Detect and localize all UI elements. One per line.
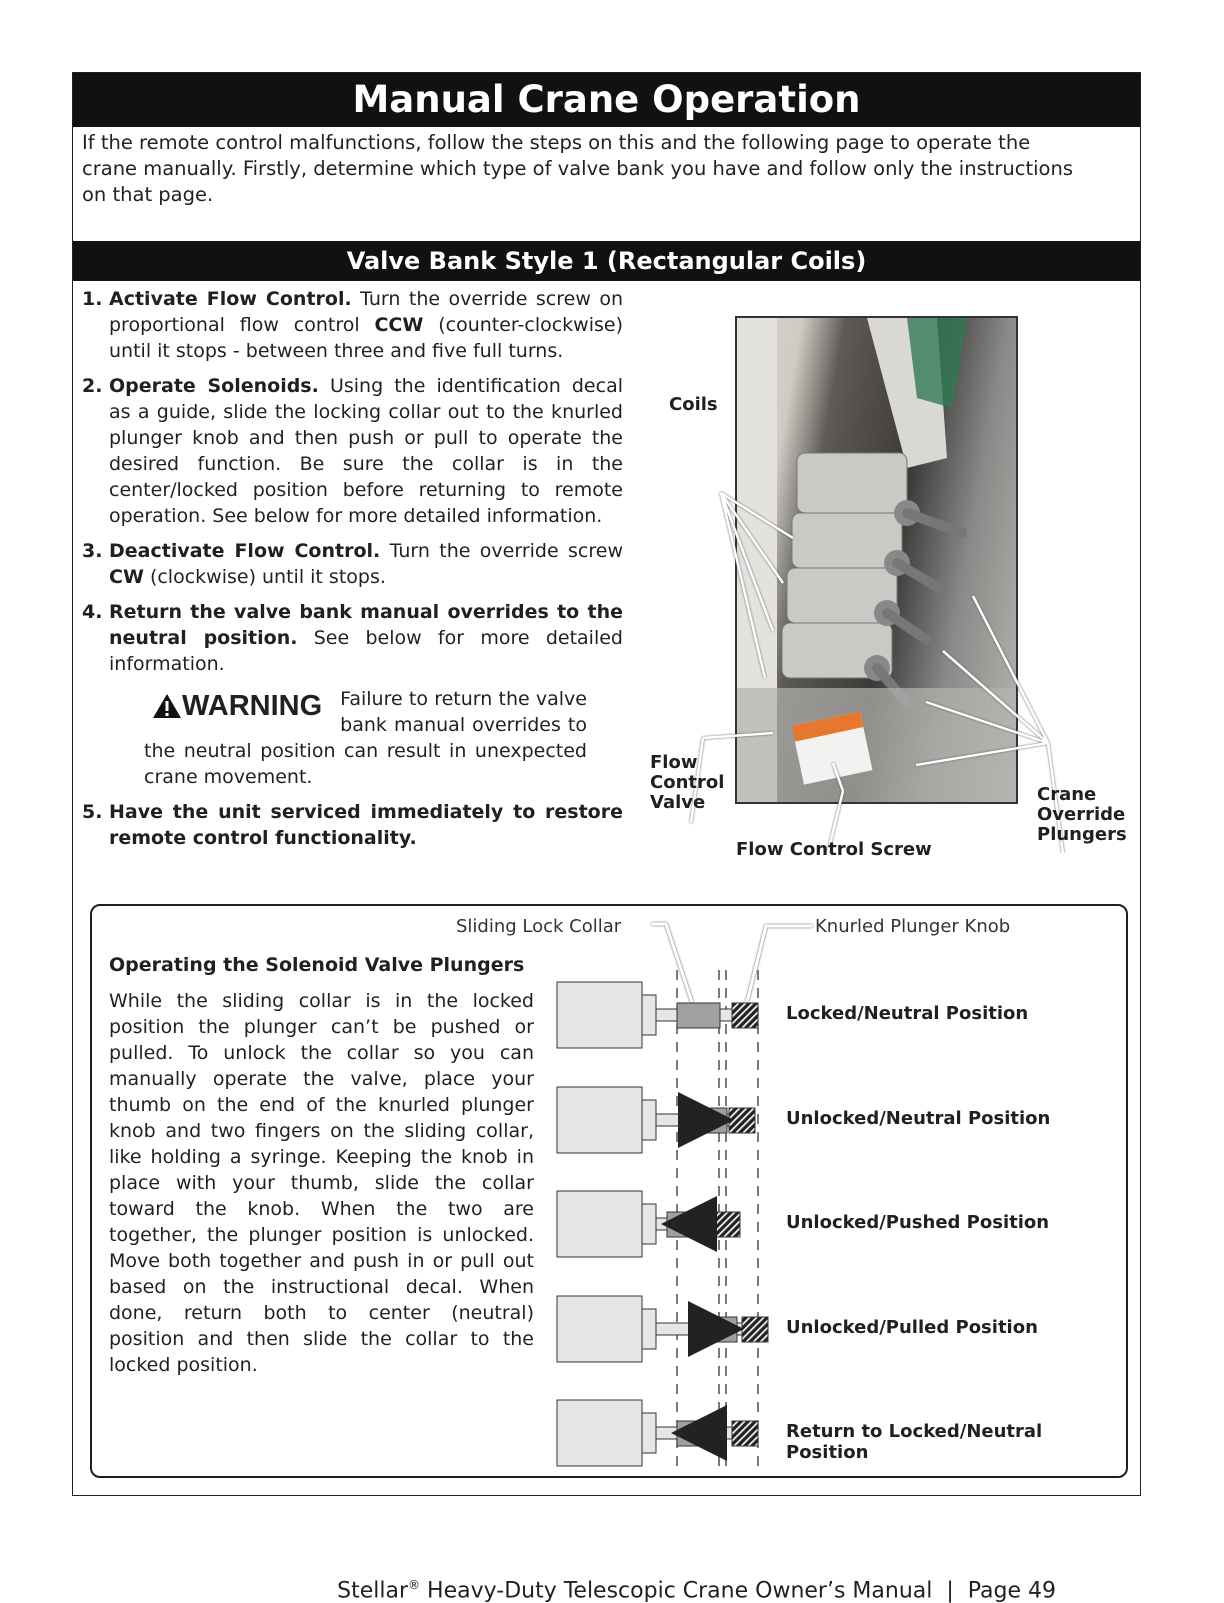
valve-neck <box>642 1309 656 1349</box>
valve-body <box>557 1087 642 1153</box>
solenoid-plunger-panel <box>90 904 1128 1478</box>
steps-list <box>82 286 623 860</box>
position-label: Return to Locked/Neutral Position <box>786 1421 1043 1463</box>
flow-control-screw-label: Flow Control Screw <box>736 839 932 860</box>
knurled-plunger-knob <box>732 1003 758 1028</box>
collar-pointer-arrow <box>652 924 692 1002</box>
sliding-lock-collar <box>677 1003 720 1028</box>
warning-label: WARNING <box>152 688 322 724</box>
section-title: Valve Bank Style 1 (Rectangular Coils) <box>73 241 1140 281</box>
step-5: 5. Have the unit serviced immediately to restore remote control functionality. <box>82 801 623 849</box>
intro-text: If the remote control malfunctions, follow the steps on this and the following page to operate the crane manually. Firstly, determine which type of valve bank you have and follow only the instructions on that page. <box>82 131 1073 206</box>
position-label: Unlocked/Pushed Position <box>786 1212 1050 1233</box>
position-label: Locked/Neutral Position <box>786 1003 1029 1024</box>
step-2: 2. Operate Solenoids. Using the identification decal as a guide, slide the locking collar out to the knurled plunger knob and then push or pull to operate the desired function. Be sure the collar is in the center/locked position before returning to remote operation. See below for more detailed information. <box>82 375 623 527</box>
knurled-plunger-knob <box>742 1317 768 1342</box>
knurled-plunger-knob <box>729 1108 755 1133</box>
position-label: Unlocked/Pulled Position <box>786 1317 1038 1338</box>
valve-body <box>557 1191 642 1257</box>
step-4: 4. Return the valve bank manual overrides to the neutral position. See below for more detailed information. <box>82 601 623 675</box>
page-footer: Stellar® Heavy-Duty Telescopic Crane Owner’s Manual | Page 49 <box>337 1578 1056 1603</box>
panel-text: While the sliding collar is in the locked position the plunger can’t be pushed or pulled. To unlock the collar so you can manually operate the valve, place your thumb on the end of the knurled plunger knob and two fingers on the sliding collar, like holding a syringe. Keeping the knob in place with your thumb, slide the collar toward the knob. When the two are together, the plunger position is unlocked. Move both together and push in or pull out based on the instructional decal. When done, return both to center (neutral) position and then slide the collar to the locked position. <box>109 990 534 1376</box>
valve-neck <box>642 995 656 1035</box>
valve-body <box>557 982 642 1048</box>
warning-triangle-icon <box>152 693 182 719</box>
warning-box <box>144 686 587 790</box>
coils-label: Coils <box>669 394 718 415</box>
knurled-plunger-knob-caption: Knurled Plunger Knob <box>815 916 1011 937</box>
knurled-plunger-knob <box>714 1212 740 1237</box>
knurled-plunger-knob <box>732 1421 758 1446</box>
warning-text: Failure to return the valve bank manual overrides to the neutral position can result in unexpected crane movement. <box>144 688 587 788</box>
plunger-diagram <box>92 906 1126 1476</box>
page-frame <box>72 72 1141 1603</box>
valve-neck <box>642 1413 656 1453</box>
flow-control-valve-label: Flow Control Valve <box>650 752 725 813</box>
valve-neck <box>642 1100 656 1140</box>
panel-title: Operating the Solenoid Valve Plungers <box>109 954 525 976</box>
knob-pointer-arrow <box>747 926 812 1002</box>
sliding-lock-collar-caption: Sliding Lock Collar <box>456 916 622 937</box>
valve-body <box>557 1296 642 1362</box>
valve-body <box>557 1400 642 1466</box>
crane-override-plungers-label: Crane Override Plungers <box>1037 784 1127 845</box>
step-3: 3. Deactivate Flow Control. Turn the override screw CW (clockwise) until it stops. <box>82 540 623 588</box>
page-title: Manual Crane Operation <box>73 73 1140 127</box>
valve-neck <box>642 1204 656 1244</box>
position-label: Unlocked/Neutral Position <box>786 1108 1051 1129</box>
step-1: 1. Activate Flow Control. Turn the override screw on proportional flow control CCW (counter-clockwise) until it stops - between three and five full turns. <box>82 288 624 362</box>
